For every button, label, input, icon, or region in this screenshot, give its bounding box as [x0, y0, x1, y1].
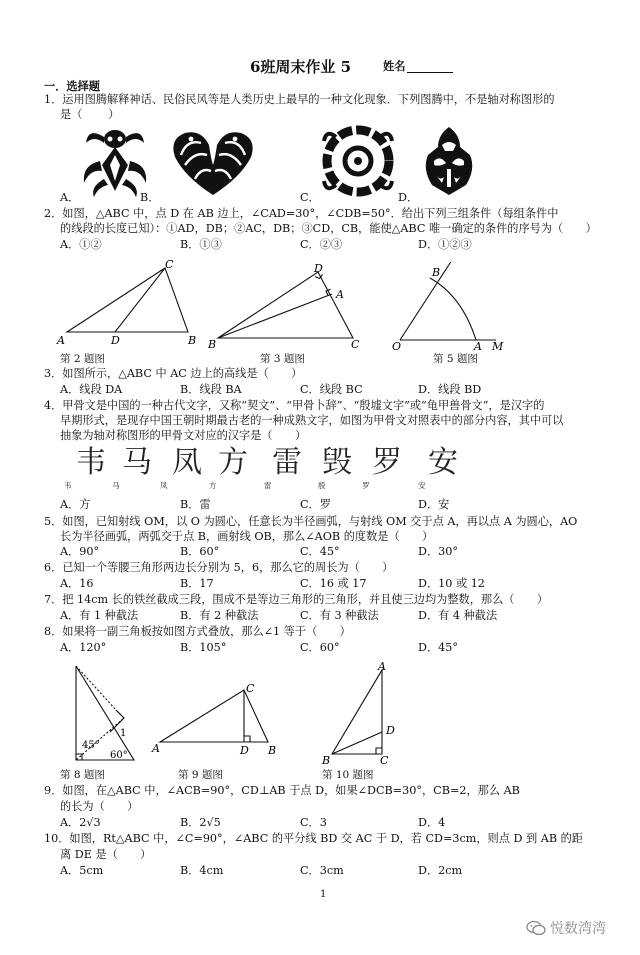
q2-option-d: D．①②③	[418, 238, 472, 251]
fig10-label-c: C	[380, 754, 389, 766]
watermark	[526, 918, 606, 938]
figure-q8	[64, 660, 144, 766]
q4-option-a: A．方	[60, 498, 91, 511]
q1-line2: 是（ ）	[60, 108, 120, 121]
fig2-label-b: B	[188, 334, 197, 347]
fig2-label-a: A	[57, 334, 65, 347]
fig3-label-d: D	[314, 262, 323, 275]
oracle-glyph-feng: 凤	[172, 445, 202, 480]
q2-line1: 2．如图，△ABC 中，点 D 在 AB 边上，∠CAD=30°，∠CDB=50°．给出下列三组条件（每组条件中	[44, 207, 559, 220]
q4-line3: 抽象为轴对称图形的甲骨文对应的汉字是（ ）	[60, 429, 307, 442]
oracle-label-an: 安	[418, 481, 426, 490]
q10-option-b: B．4cm	[180, 864, 224, 877]
q7-option-d: D．有 4 种截法	[418, 609, 498, 622]
q6-line1: 6．已知一个等腰三角形两边长分别为 5，6，那么它的周长为（ ）	[44, 561, 394, 574]
fig5-label-a: A	[474, 340, 482, 352]
oracle-glyph-lei: 雷	[272, 445, 302, 480]
oracle-label-yin: 殷	[318, 481, 326, 490]
q7-option-b: B．有 2 种截法	[180, 609, 259, 622]
q6-option-a: A．16	[60, 577, 94, 590]
oracle-glyph-luo: 罗	[372, 445, 402, 480]
fig8-label-1: 1	[120, 728, 127, 739]
q5-line1: 5．如图，已知射线 OM，以 O 为圆心，任意长为半径画弧，与射线 OM 交于点 A，再以点 A 为圆心，AO	[44, 515, 578, 528]
figure-q9	[150, 680, 280, 756]
totem-c-image	[322, 125, 394, 197]
q2-option-b: B．①③	[180, 238, 222, 251]
fig2-label-d: D	[111, 334, 120, 347]
q4-option-d: D．安	[418, 498, 450, 511]
q9-line2: 的长为（ ）	[60, 800, 139, 813]
watermark-text: 悦数湾湾	[550, 921, 606, 937]
figure-q10	[318, 660, 398, 766]
q3-option-b: B．线段 BA	[180, 383, 242, 396]
q4-option-b: B．雷	[180, 498, 211, 511]
q4-option-c: C．罗	[300, 498, 331, 511]
fig3-label-c: C	[351, 338, 360, 350]
fig8-label-45: 45°	[82, 740, 100, 751]
oracle-label-fang: 方	[209, 481, 217, 490]
q5-option-d: D．30°	[418, 545, 458, 558]
fig3-label-b: B	[208, 338, 217, 350]
oracle-label-lei: 雷	[264, 481, 272, 490]
caption-fig-q9: 第 9 题图	[178, 769, 223, 781]
q2-line2: 的线段的长度已知）：①AD，DB；②AC，DB；③CD，CB，能使△ABC 唯一确定的条件的序号为（ ）	[60, 222, 597, 235]
oracle-label-wei: 韦	[64, 481, 72, 490]
q1-option-c: C．	[300, 191, 320, 204]
page-number: 1	[320, 889, 327, 900]
oracle-glyph-fang: 方	[218, 445, 248, 480]
q2-option-a: A．①②	[60, 238, 102, 251]
figure-q5	[390, 262, 520, 352]
q6-option-b: B．17	[180, 577, 214, 590]
fig5-label-b: B	[432, 266, 441, 279]
q9-option-b: B．2√5	[180, 816, 221, 829]
q4-line2: 早期形式，是现存中国王朝时期最古老的一种成熟文字，如图为甲骨文对照表中的部分内容，其中可以	[60, 414, 564, 427]
q9-option-c: C．3	[300, 816, 327, 829]
q5-line2: 长为半径画弧，两弧交于点 B，画射线 OB，那么∠AOB 的度数是（ ）	[60, 530, 434, 543]
q4-line1: 4．甲骨文是中国的一种古代文字，又称“契文”、“甲骨卜辞”、“殷墟文字”或“龟甲兽骨文”，是汉字的	[44, 399, 545, 412]
figure-q3	[208, 262, 368, 350]
caption-fig-q10: 第 10 题图	[322, 769, 374, 781]
fig8-label-60: 60°	[110, 750, 128, 761]
name-label: 姓名	[383, 59, 406, 73]
fig9-label-c: C	[246, 682, 255, 695]
oracle-glyph-wei: 韦	[76, 445, 106, 480]
q3-line1: 3．如图所示，△ABC 中 AC 边上的高线是（ ）	[44, 367, 303, 380]
oracle-label-luo: 罗	[362, 481, 370, 490]
q8-line1: 8．如果将一副三角板按如图方式叠放，那么∠1 等于（ ）	[44, 625, 351, 638]
q7-line1: 7．把 14cm 长的铁丝截成三段，围成不是等边三角形的三角形，并且使三边均为整数，那么（ ）	[44, 593, 549, 606]
oracle-label-feng: 凤	[160, 481, 168, 490]
q1-option-a: A．	[60, 191, 80, 204]
fig5-label-m: M	[492, 340, 504, 352]
totem-a-image	[80, 125, 150, 197]
q10-line2: 离 DE 是（ ）	[60, 848, 152, 861]
q8-option-d: D．45°	[418, 641, 458, 654]
fig9-label-a: A	[152, 742, 160, 755]
q8-option-a: A．120°	[60, 641, 107, 654]
name-blank-line	[407, 72, 453, 73]
figure-q2	[55, 258, 205, 350]
caption-fig-q8: 第 8 题图	[60, 769, 105, 781]
totem-d-image	[420, 125, 478, 197]
caption-fig-q2: 第 2 题图	[60, 353, 105, 365]
q6-option-d: D．10 或 12	[418, 577, 485, 590]
q1-option-d: D．	[398, 191, 419, 204]
q10-option-d: D．2cm	[418, 864, 463, 877]
q1-line1: 1．运用图腾解释神话、民俗民风等是人类历史上最早的一种文化现象．下列图腾中，不是轴对称图形的	[44, 93, 555, 106]
oracle-glyph-an: 安	[428, 445, 458, 480]
q3-option-a: A．线段 DA	[60, 383, 123, 396]
oracle-glyph-yin: 毁	[322, 445, 352, 480]
q9-line1: 9．如图，在△ABC 中，∠ACB=90°，CD⊥AB 于点 D，如果∠DCB=30°，CB=2，那么 AB	[44, 784, 520, 797]
q10-option-c: C．3cm	[300, 864, 344, 877]
wechat-icon	[526, 920, 546, 936]
fig10-label-d: D	[386, 724, 395, 737]
page-title: 6班周末作业 5	[250, 58, 352, 76]
oracle-glyph-ma: 马	[122, 445, 152, 480]
totem-b-image	[165, 125, 261, 197]
q1-option-b: B．	[140, 191, 160, 204]
fig10-label-b: B	[322, 754, 331, 766]
q5-option-c: C．45°	[300, 545, 340, 558]
q7-option-c: C．有 3 种截法	[300, 609, 379, 622]
q6-option-c: C．16 或 17	[300, 577, 367, 590]
fig3-label-a: A	[336, 288, 344, 301]
section-heading: 一．选择题	[44, 79, 100, 93]
q10-line1: 10．如图，Rt△ABC 中，∠C=90°，∠ABC 的平分线 BD 交 AC 于 D，若 CD=3cm，则点 D 到 AB 的距	[44, 832, 583, 845]
fig9-label-b: B	[268, 744, 277, 756]
caption-fig-q5: 第 5 题图	[433, 353, 478, 365]
fig5-label-o: O	[392, 340, 402, 352]
q8-option-c: C．60°	[300, 641, 340, 654]
q3-option-d: D．线段 BD	[418, 383, 482, 396]
q3-option-c: C．线段 BC	[300, 383, 363, 396]
oracle-label-ma: 马	[112, 481, 120, 490]
q2-option-c: C．②③	[300, 238, 343, 251]
fig10-label-a: A	[378, 660, 386, 673]
q5-option-a: A．90°	[60, 545, 100, 558]
fig9-label-d: D	[240, 744, 249, 756]
fig2-label-c: C	[165, 258, 174, 271]
q9-option-d: D．4	[418, 816, 446, 829]
q10-option-a: A．5cm	[60, 864, 104, 877]
q7-option-a: A．有 1 种截法	[60, 609, 139, 622]
q5-option-b: B．60°	[180, 545, 220, 558]
caption-fig-q3: 第 3 题图	[260, 353, 305, 365]
q8-option-b: B．105°	[180, 641, 227, 654]
q9-option-a: A．2√3	[60, 816, 101, 829]
